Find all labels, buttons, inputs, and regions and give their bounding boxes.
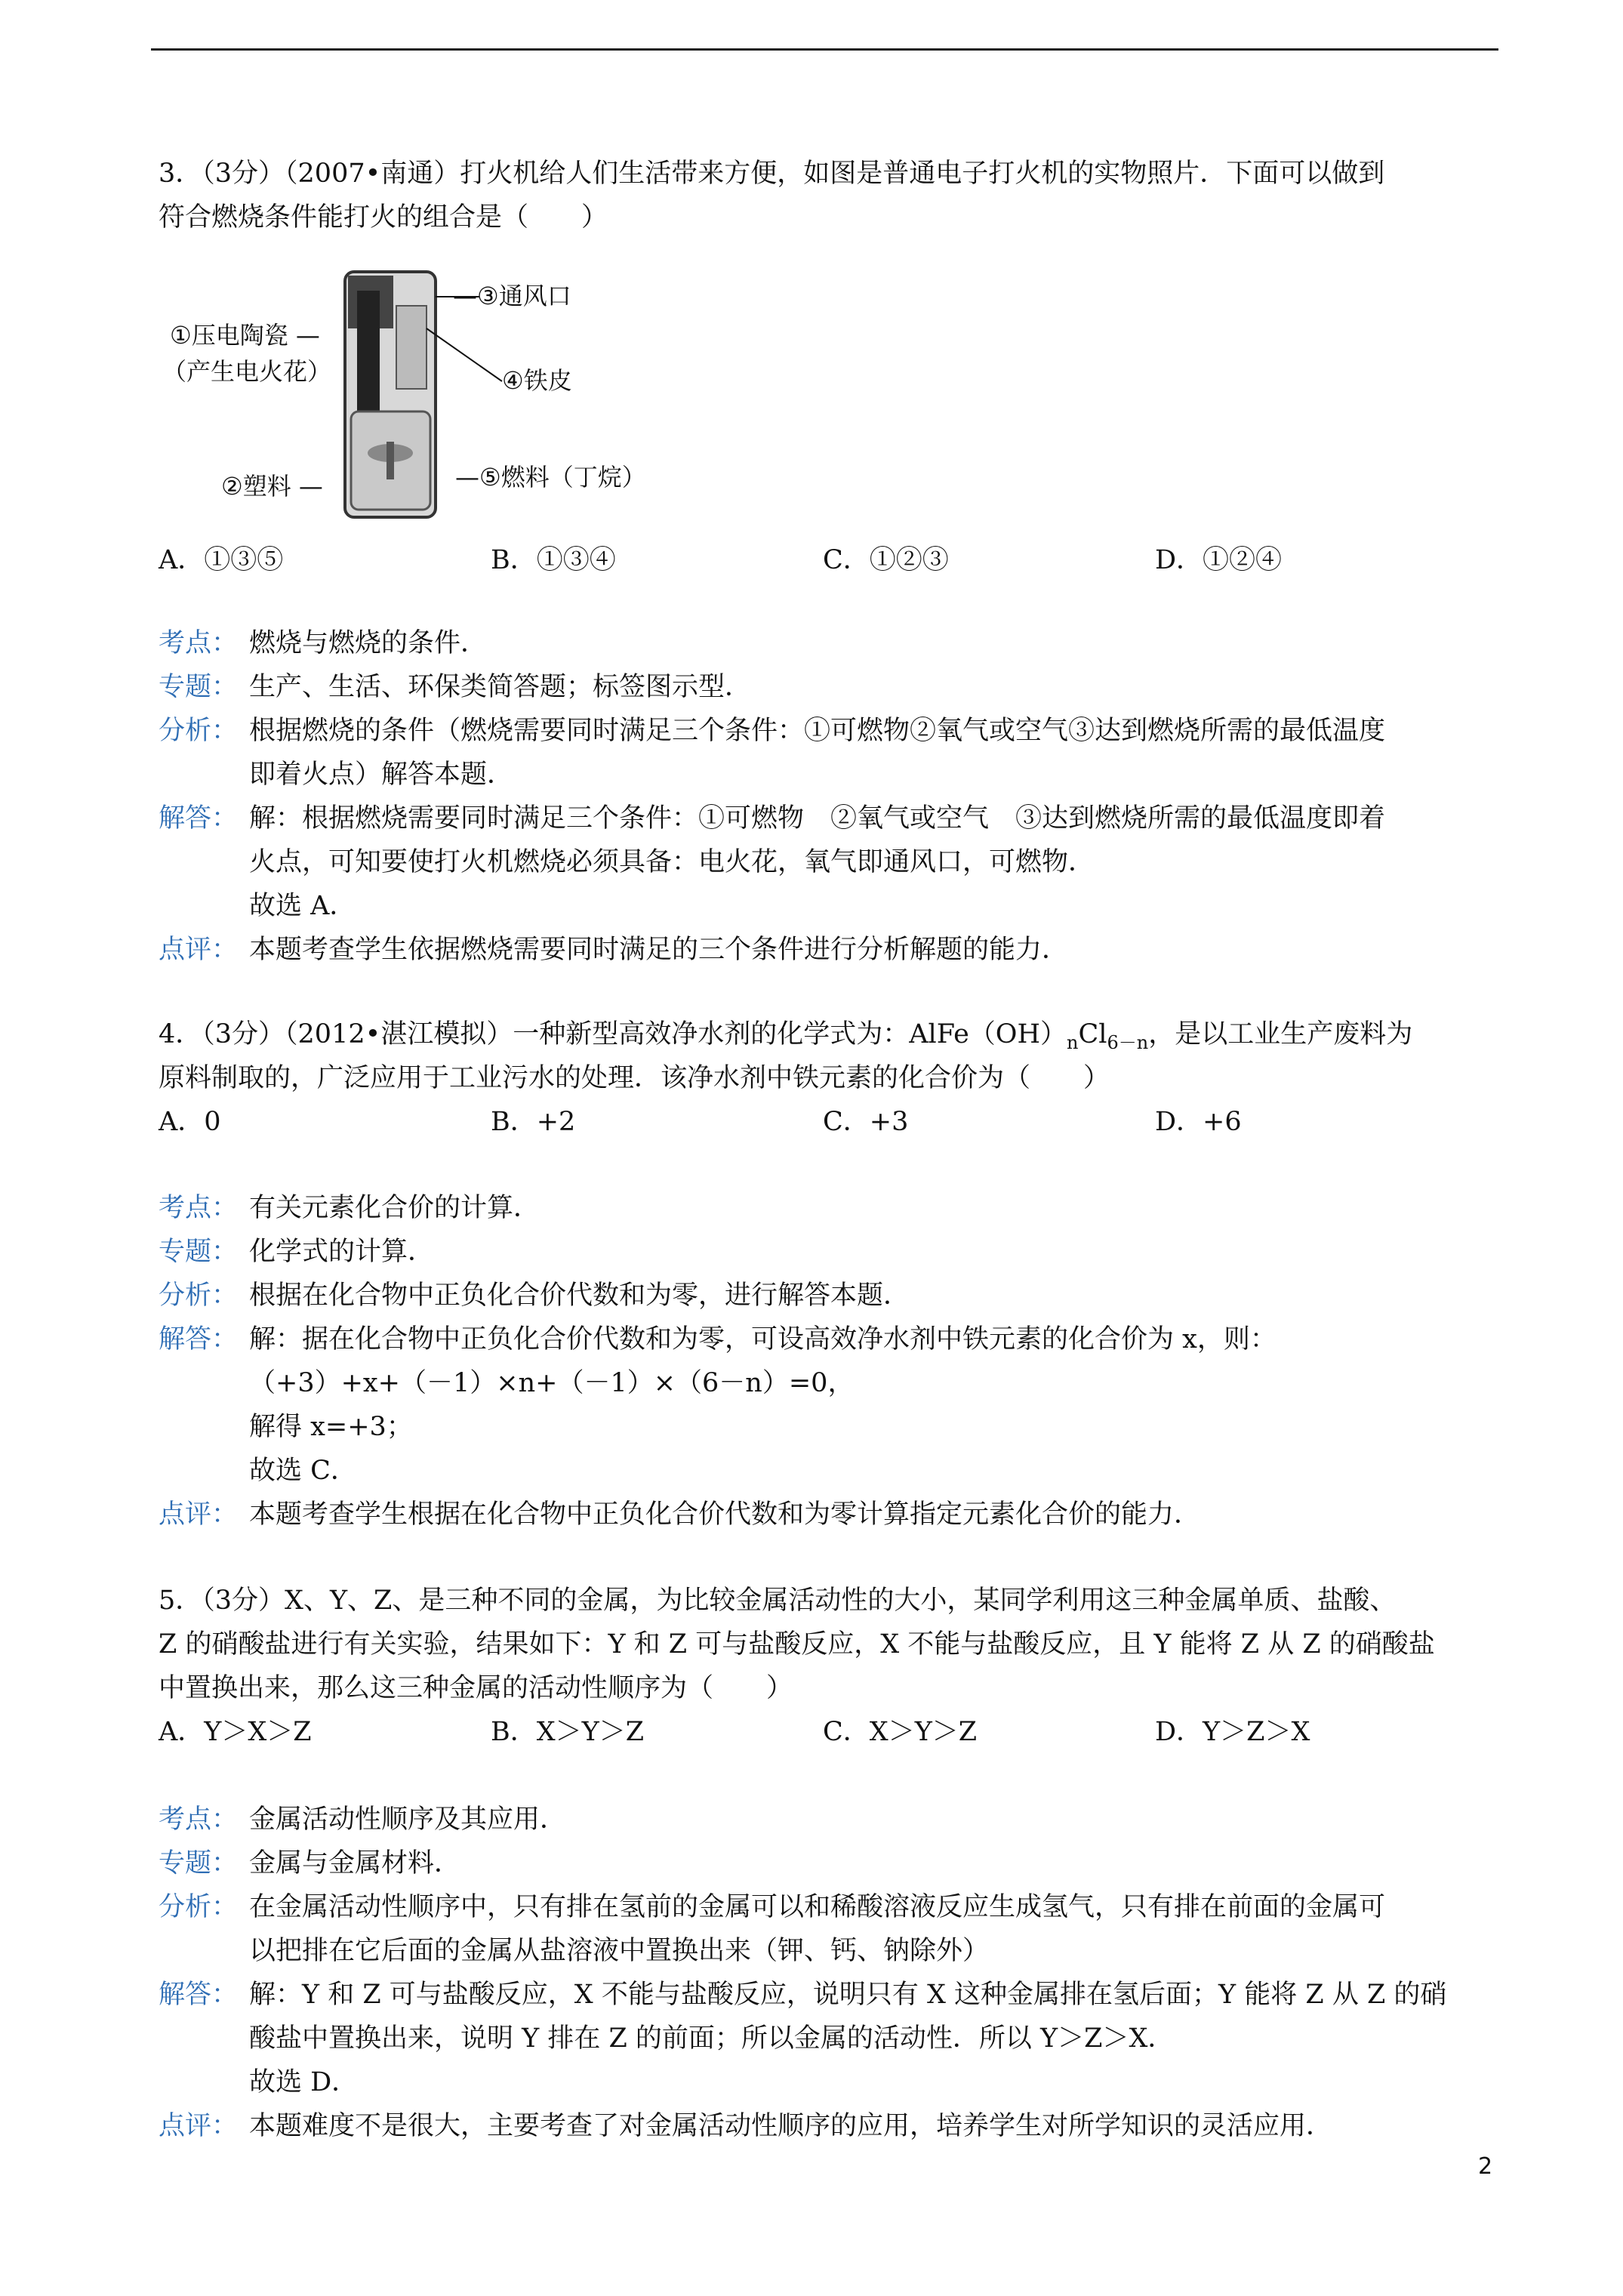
q3-stem-line2: 符合燃烧条件能打火的组合是（ ）: [159, 202, 608, 233]
q3-fenxi-label: 分析：: [159, 716, 239, 746]
q4-jieda-label: 解答：: [159, 1324, 239, 1354]
q3-fenxi-line2: 即着火点）解答本题．: [249, 760, 514, 790]
q4-zhuanti: 化学式的计算．: [249, 1237, 435, 1267]
q4-fenxi-line1: 根据在化合物中正负化合价代数和为零，进行解答本题．: [249, 1281, 910, 1311]
q4-jieda-line4: 故选 C．: [249, 1456, 357, 1486]
q5-stem-line2: Z 的硝酸盐进行有关实验，结果如下：Y 和 Z 可与盐酸反应，X 不能与盐酸反应，且 Y 能将 Z 从 Z 的硝酸盐: [159, 1629, 1435, 1660]
q5-option-b: B．X＞Y＞Z: [491, 1717, 645, 1747]
q5-zhuanti: 金属与金属材料．: [249, 1848, 461, 1878]
q5-stem-line1: 5．（3分）X、Y、Z、是三种不同的金属，为比较金属活动性的大小，某同学利用这三种金属单质、盐酸、: [159, 1586, 1397, 1616]
q3-jieda-line1: 解：根据燃烧需要同时满足三个条件：①可燃物 ②氧气或空气 ③达到燃烧所需的最低温度即着: [249, 803, 1386, 834]
q5-fenxi-line1: 在金属活动性顺序中，只有排在氢前的金属可以和稀酸溶液反应生成氢气，只有排在前面的金属可: [249, 1892, 1386, 1922]
q5-jieda-line3: 故选 D．: [249, 2067, 359, 2097]
q5-jieda-line1: 解：Y 和 Z 可与盐酸反应，X 不能与盐酸反应，说明只有 X 这种金属排在氢后面；Y 能将 Z 从 Z 的硝: [249, 1980, 1447, 2010]
header-rule: [151, 48, 1498, 51]
q3-dianping-label: 点评：: [159, 935, 239, 965]
label-vent: —③通风口: [453, 282, 571, 310]
q5-jieda-line2: 酸盐中置换出来，说明 Y 排在 Z 的前面；所以金属的活动性．所以 Y＞Z＞X．: [249, 2023, 1175, 2054]
q3-zhuanti-label: 专题：: [159, 672, 239, 702]
q5-fenxi-line2: 以把排在它后面的金属从盐溶液中置换出来（钾、钙、钠除外）: [249, 1936, 990, 1966]
q5-kaodian-label: 考点：: [159, 1804, 239, 1835]
q4-dianping-label: 点评：: [159, 1499, 239, 1530]
q4-dianping: 本题考查学生根据在化合物中正负化合价代数和为零计算指定元素化合价的能力．: [249, 1499, 1201, 1530]
q5-dianping: 本题难度不是很大，主要考查了对金属活动性顺序的应用，培养学生对所学知识的灵活应用．: [249, 2111, 1333, 2141]
q5-stem-line3: 中置换出来，那么这三种金属的活动性顺序为（ ）: [159, 1673, 793, 1703]
q5-jieda-label: 解答：: [159, 1980, 239, 2010]
lighter-figure: [162, 260, 683, 525]
q4-option-a: A．0: [159, 1107, 221, 1137]
q4-stem-line1-b: ，是以工业生产废料为: [1148, 1019, 1413, 1049]
q4-stem-cl: Cl: [1078, 1019, 1107, 1049]
q4-option-c: C．+3: [823, 1107, 909, 1137]
q4-stem-line1-a: 4．（3分）（2012•湛江模拟）一种新型高效净水剂的化学式为：AlFe（OH）: [159, 1019, 1067, 1049]
q3-dianping: 本题考查学生依据燃烧需要同时满足的三个条件进行分析解题的能力．: [249, 935, 1069, 965]
q5-option-a: A．Y＞X＞Z: [159, 1717, 312, 1747]
q3-option-d: D．①②④: [1155, 545, 1283, 575]
label-spark: （产生电火花）: [162, 357, 332, 386]
q4-stem-line2: 原料制取的，广泛应用于工业污水的处理．该净水剂中铁元素的化合价为（ ）: [159, 1063, 1110, 1093]
q3-option-b: B．①③④: [491, 545, 616, 575]
q4-stem-line1: [159, 1019, 1412, 1058]
q4-kaodian: 有关元素化合价的计算．: [249, 1193, 540, 1223]
q5-zhuanti-label: 专题：: [159, 1848, 239, 1878]
q3-jieda-line3: 故选 A．: [249, 891, 356, 921]
q3-kaodian-label: 考点：: [159, 628, 239, 658]
q4-sub-n: n: [1067, 1032, 1079, 1053]
q3-jieda-label: 解答：: [159, 803, 239, 834]
q3-option-a: A．①③⑤: [159, 545, 284, 575]
q5-kaodian: 金属活动性顺序及其应用．: [249, 1804, 567, 1835]
q4-fenxi-label: 分析：: [159, 1281, 239, 1311]
label-fuel: —⑤燃料（丁烷）: [455, 463, 646, 492]
q4-jieda-line1: 解：据在化合物中正负化合价代数和为零，可设高效净水剂中铁元素的化合价为 x，则：: [249, 1324, 1277, 1354]
q3-zhuanti: 生产、生活、环保类简答题；标签图示型．: [249, 672, 752, 702]
q3-jieda-line2: 火点，可知要使打火机燃烧必须具备：电火花，氧气即通风口，可燃物．: [249, 847, 1095, 877]
q5-fenxi-label: 分析：: [159, 1892, 239, 1922]
q4-option-d: D．+6: [1155, 1107, 1242, 1137]
q5-option-c: C．X＞Y＞Z: [823, 1717, 978, 1747]
q5-option-d: D．Y＞Z＞X: [1155, 1717, 1310, 1747]
q4-option-b: B．+2: [491, 1107, 576, 1137]
q4-kaodian-label: 考点：: [159, 1193, 239, 1223]
label-plastic: ②塑料 —: [221, 472, 323, 501]
q3-kaodian: 燃烧与燃烧的条件．: [249, 628, 488, 658]
q4-sub-6n: 6－n: [1107, 1032, 1149, 1053]
q3-stem-line1: 3．（3分）（2007•南通）打火机给人们生活带来方便，如图是普通电子打火机的实物照片．下面可以做到: [159, 159, 1385, 189]
label-piezo: ①压电陶瓷 —: [170, 321, 320, 350]
page-number: 2: [1478, 2153, 1493, 2180]
q5-dianping-label: 点评：: [159, 2111, 239, 2141]
label-iron-sheet: ④铁皮: [502, 366, 572, 395]
q3-option-c: C．①②③: [823, 545, 949, 575]
q3-fenxi-line1: 根据燃烧的条件（燃烧需要同时满足三个条件：①可燃物②氧气或空气③达到燃烧所需的最低温度: [249, 716, 1386, 746]
q4-jieda-line2: （+3）+x+（－1）×n+（－1）×（6－n）=0，: [249, 1368, 855, 1398]
q4-jieda-line3: 解得 x=+3；: [249, 1412, 413, 1442]
q4-zhuanti-label: 专题：: [159, 1237, 239, 1267]
